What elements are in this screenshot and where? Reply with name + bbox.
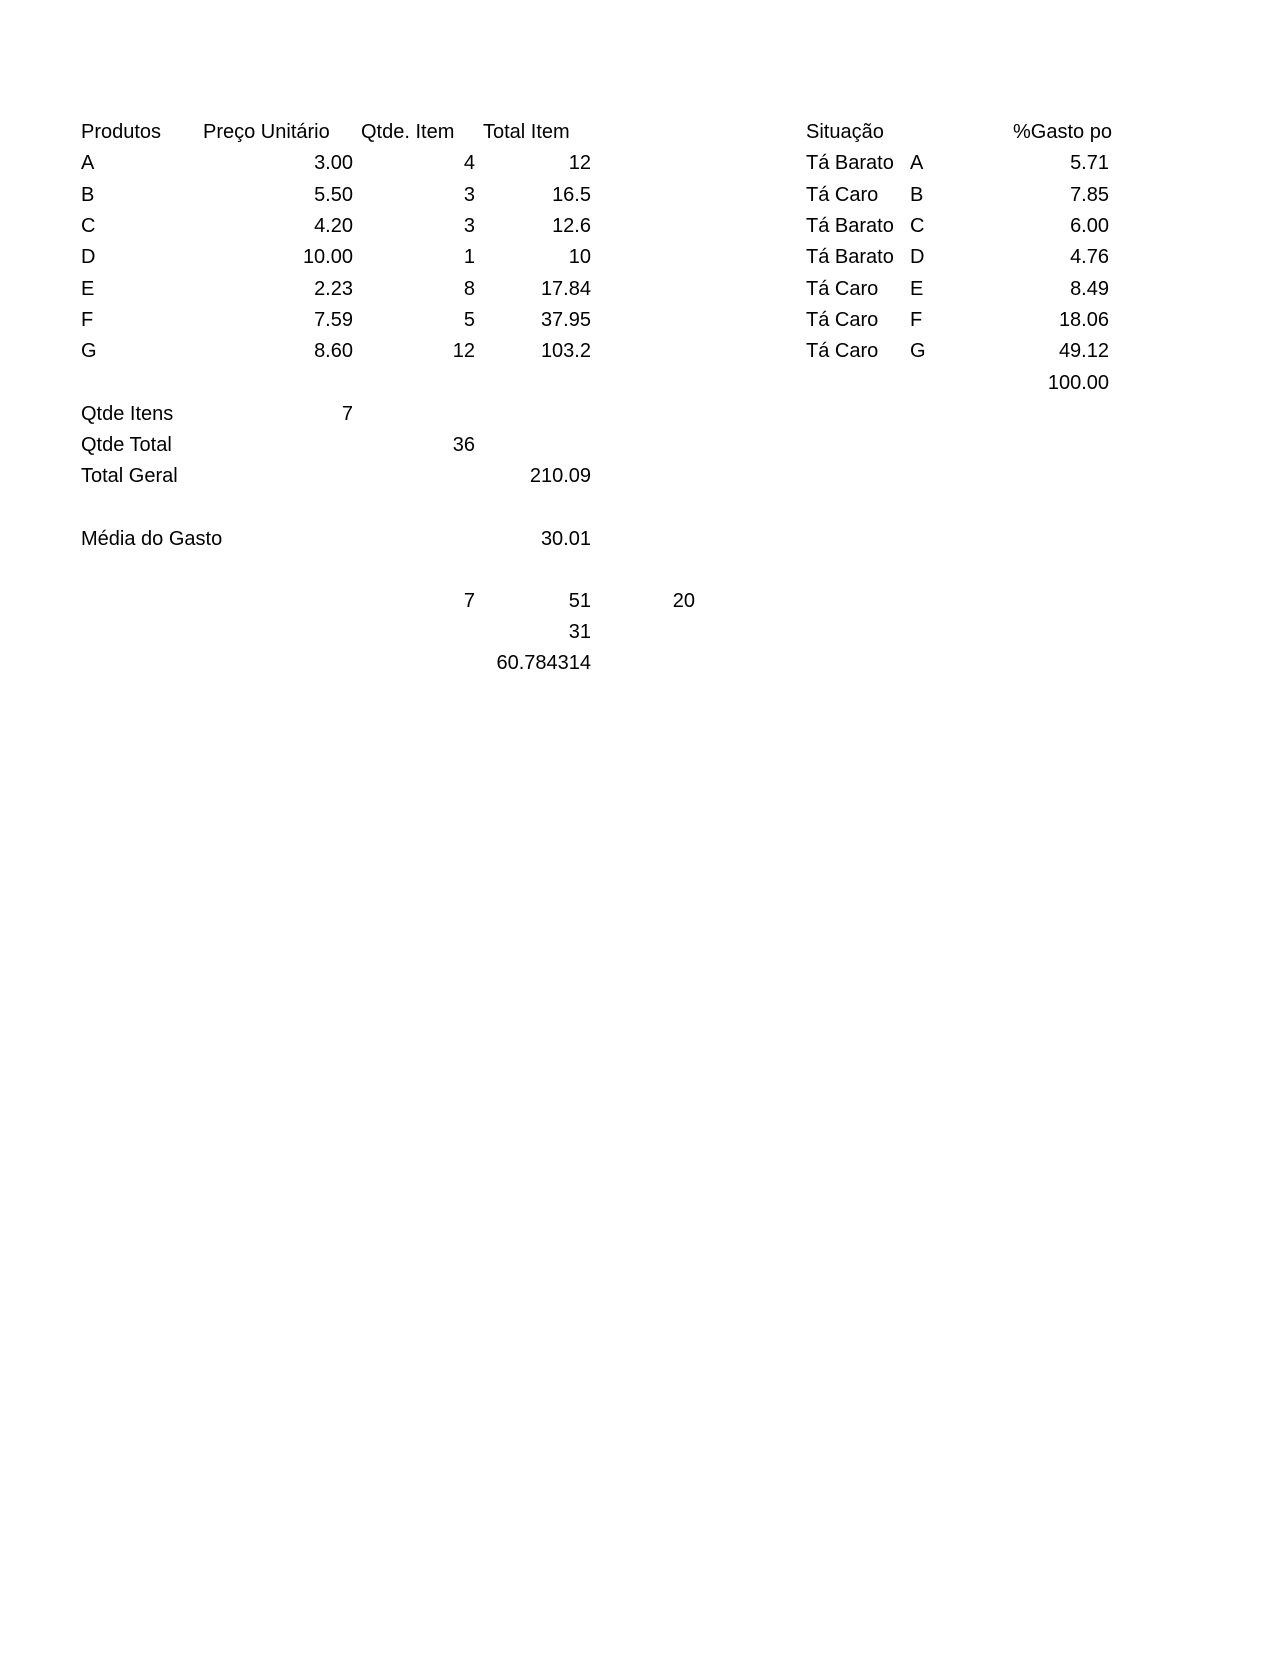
table-cell-unit-price: 8.60 — [314, 340, 353, 362]
table-cell-qty: 12 — [452, 340, 475, 362]
table-cell-total: 12.6 — [552, 215, 591, 237]
table-cell-product: B — [81, 184, 95, 206]
qtde-total-label: Qtde Total — [81, 434, 172, 456]
table-cell-pct: 18.06 — [1058, 309, 1109, 331]
header-preco-unitario: Preço Unitário — [203, 121, 330, 143]
table-cell-situacao: Tá Barato — [806, 246, 894, 268]
table-cell-pct: 6.00 — [1070, 215, 1109, 237]
table-cell-situacao-product: C — [910, 215, 925, 237]
table-cell-product: A — [81, 152, 95, 174]
table-cell-pct: 4.76 — [1070, 246, 1109, 268]
table-cell-pct: 8.49 — [1070, 278, 1109, 300]
table-cell-qty: 5 — [463, 309, 475, 331]
header-qtde-item: Qtde. Item — [361, 121, 455, 143]
extra-cell: 20 — [672, 590, 695, 612]
table-cell-unit-price: 7.59 — [314, 309, 353, 331]
table-cell-situacao: Tá Caro — [806, 340, 879, 362]
extra-cell: 51 — [568, 590, 591, 612]
table-cell-product: C — [81, 215, 96, 237]
table-cell-qty: 3 — [463, 184, 475, 206]
table-cell-product: D — [81, 246, 96, 268]
table-cell-situacao: Tá Barato — [806, 215, 894, 237]
qtde-total-value: 36 — [452, 434, 475, 456]
table-cell-total: 17.84 — [540, 278, 591, 300]
table-cell-pct: 7.85 — [1070, 184, 1109, 206]
table-cell-product: F — [81, 309, 94, 331]
table-cell-qty: 8 — [463, 278, 475, 300]
total-geral-value: 210.09 — [529, 465, 591, 487]
extra-cell: 60.784314 — [496, 652, 591, 674]
table-cell-situacao: Tá Caro — [806, 309, 879, 331]
table-cell-unit-price: 5.50 — [314, 184, 353, 206]
header-gasto-por: %Gasto po — [1013, 121, 1112, 143]
table-cell-situacao: Tá Barato — [806, 152, 894, 174]
table-cell-unit-price: 3.00 — [314, 152, 353, 174]
qtde-itens-label: Qtde Itens — [81, 403, 174, 425]
table-cell-situacao-product: G — [910, 340, 926, 362]
table-cell-total: 10 — [568, 246, 591, 268]
table-cell-pct: 49.12 — [1058, 340, 1109, 362]
media-gasto-value: 30.01 — [540, 528, 591, 550]
table-cell-product: E — [81, 278, 95, 300]
table-cell-qty: 4 — [463, 152, 475, 174]
extra-cell: 31 — [568, 621, 591, 643]
table-cell-qty: 3 — [463, 215, 475, 237]
media-gasto-label: Média do Gasto — [81, 528, 223, 550]
table-cell-situacao-product: A — [910, 152, 924, 174]
total-geral-label: Total Geral — [81, 465, 178, 487]
table-cell-situacao-product: E — [910, 278, 924, 300]
table-cell-pct: 5.71 — [1070, 152, 1109, 174]
header-produtos: Produtos — [81, 121, 162, 143]
table-cell-total: 103.2 — [540, 340, 591, 362]
table-cell-situacao-product: F — [910, 309, 923, 331]
table-cell-situacao-product: D — [910, 246, 925, 268]
table-cell-qty: 1 — [463, 246, 475, 268]
pct-total: 100.00 — [1047, 372, 1109, 394]
table-cell-unit-price: 10.00 — [302, 246, 353, 268]
table-cell-unit-price: 2.23 — [314, 278, 353, 300]
header-total-item: Total Item — [483, 121, 570, 143]
header-situacao: Situação — [806, 121, 884, 143]
table-cell-product: G — [81, 340, 97, 362]
extra-cell: 7 — [463, 590, 475, 612]
table-cell-situacao: Tá Caro — [806, 184, 879, 206]
table-cell-situacao-product: B — [910, 184, 924, 206]
table-cell-total: 12 — [568, 152, 591, 174]
table-cell-situacao: Tá Caro — [806, 278, 879, 300]
qtde-itens-value: 7 — [341, 403, 353, 425]
table-cell-total: 16.5 — [552, 184, 591, 206]
table-cell-unit-price: 4.20 — [314, 215, 353, 237]
table-cell-total: 37.95 — [540, 309, 591, 331]
